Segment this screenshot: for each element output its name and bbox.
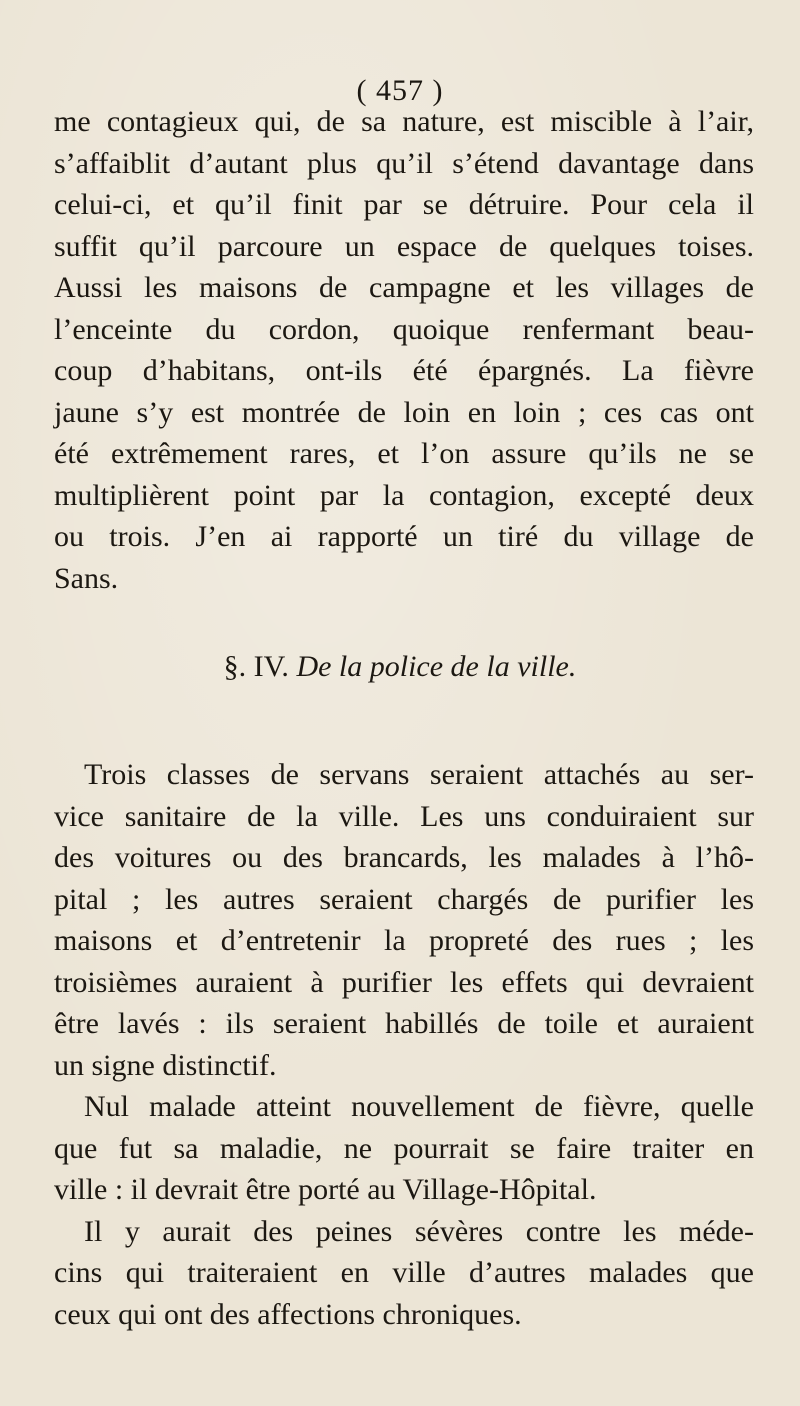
text-line: suffit qu’il parcoure un espace de quelques toises. [54,229,754,263]
section-title: De la police de la ville. [296,650,577,683]
text-line: ceux qui ont des affections chroniques. [54,1297,522,1331]
text-line: ville : il devrait être porté au Village-Hôpital. [54,1173,597,1206]
text-line: troisièmes auraient à purifier les effets qui devraient [54,965,754,999]
text-line: vice sanitaire de la ville. Les uns conduiraient sur [54,799,754,833]
paragraph-servants [54,754,754,1086]
text-line: jaune s’y est montrée de loin en loin ; ces cas ont [54,395,754,429]
text-line: Aussi les maisons de campagne et les villages de [54,271,754,304]
text-line: Sans. [54,561,119,595]
text-line: être lavés : ils seraient habillés de toile et auraient [54,1007,754,1040]
text-line: maisons et d’entretenir la propreté des rues ; les [54,924,754,957]
text-line: l’enceinte du cordon, quoique renfermant beau- [54,312,754,346]
text-line: s’affaiblit d’autant plus qu’il s’étend davantage dans [54,146,754,180]
text-line: cins qui traiteraient en ville d’autres malades que [54,1256,754,1289]
text-line: celui-ci, et qu’il finit par se détruire. Pour cela il [54,188,754,221]
section-heading [0,647,800,687]
paragraph-contagion [54,101,754,599]
text-line: des voitures ou des brancards, les malades à l’hô- [54,841,754,874]
text-line: coup d’habitans, ont-ils été épargnés. La fièvre [54,354,754,387]
text-body-police [54,754,754,1335]
text-line: multiplièrent point par la contagion, excepté deux [54,478,754,512]
section-number: §. IV. [223,650,289,683]
page-number: ( 457 ) [356,74,444,107]
text-line: Trois classes de servans seraient attachés au ser- [84,758,754,791]
text-line: un signe distinctif. [54,1048,277,1082]
paragraph-penalties [54,1211,754,1336]
text-line: été extrêmement rares, et l’on assure qu’ils ne se [54,437,754,470]
text-line: ou trois. J’en ai rapporté un tiré du village de [54,520,754,553]
text-line: Il y aurait des peines sévères contre les méde- [84,1214,754,1248]
text-line: Nul malade atteint nouvellement de fièvre, quelle [84,1090,754,1123]
text-line: pital ; les autres seraient chargés de purifier les [54,882,754,916]
text-line: que fut sa maladie, ne pourrait se faire traiter en [54,1131,754,1165]
text-line: me contagieux qui, de sa nature, est miscible à l’air, [54,105,754,138]
paragraph-patients [54,1086,754,1211]
